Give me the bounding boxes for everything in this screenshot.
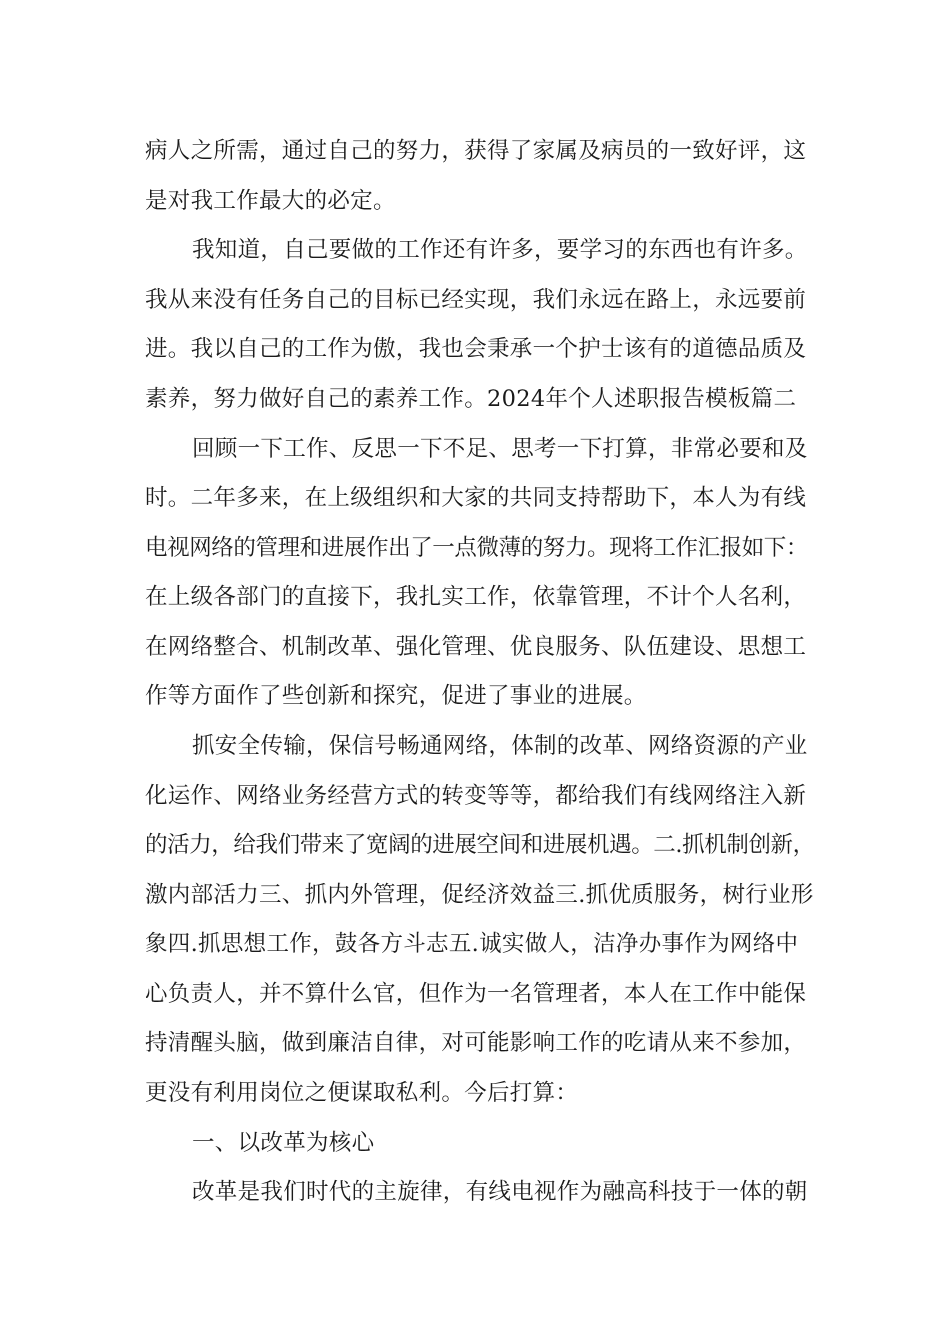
paragraph-start-line: 改革是我们时代的主旋律，有线电视作为融高科技于一体的朝 <box>192 1179 808 1205</box>
section-heading: 一、以改革为核心 <box>192 1130 375 1156</box>
text-line: 更没有利用岗位之便谋取私利。今后打算： <box>145 1080 579 1106</box>
paragraph-start-line: 我知道，自己要做的工作还有许多，要学习的东西也有许多。 <box>192 237 808 263</box>
text-line: 进。我以自己的工作为傲，我也会秉承一个护士该有的道德品质及 <box>145 336 807 362</box>
text-line: 激内部活力三、抓内外管理，促经济效益三.抓优质服务，树行业形 <box>145 882 814 908</box>
text-line: 在网络整合、机制改革、强化管理、优良服务、队伍建设、思想工 <box>145 634 807 660</box>
text-line: 是对我工作最大的必定。 <box>145 188 396 214</box>
text-line: 化运作、网络业务经营方式的转变等等，都给我们有线网络注入新 <box>145 783 807 809</box>
text-line: 素养，努力做好自己的素养工作。2024年个人述职报告模板篇二 <box>145 386 797 412</box>
text-line: 在上级各部门的直接下，我扎实工作，依靠管理，不计个人名利， <box>145 584 807 610</box>
text-line: 电视网络的管理和进展作出了一点微薄的努力。现将工作汇报如下： <box>145 535 809 561</box>
text-line: 象四.抓思想工作，鼓各方斗志五.诚实做人，洁净办事作为网络中 <box>145 931 799 957</box>
paragraph-start-line: 抓安全传输，保信号畅通网络，体制的改革、网络资源的产业 <box>192 733 808 759</box>
paragraph-start-line: 回顾一下工作、反思一下不足、思考一下打算，非常必要和及 <box>192 436 808 462</box>
text-line: 持清醒头脑，做到廉洁自律，对可能影响工作的吃请从来不参加， <box>145 1030 807 1056</box>
text-line: 心负责人，并不算什么官，但作为一名管理者，本人在工作中能保 <box>145 981 807 1007</box>
text-line: 作等方面作了些创新和探究，促进了事业的进展。 <box>145 683 647 709</box>
text-line: 我从来没有任务自己的目标已经实现，我们永远在路上，永远要前 <box>145 287 807 313</box>
text-line: 时。二年多来，在上级组织和大家的共同支持帮助下，本人为有线 <box>145 485 807 511</box>
text-line: 的活力，给我们带来了宽阔的进展空间和进展机遇。二.抓机制创新， <box>145 832 815 858</box>
text-line: 病人之所需，通过自己的努力，获得了家属及病员的一致好评，这 <box>145 138 807 164</box>
